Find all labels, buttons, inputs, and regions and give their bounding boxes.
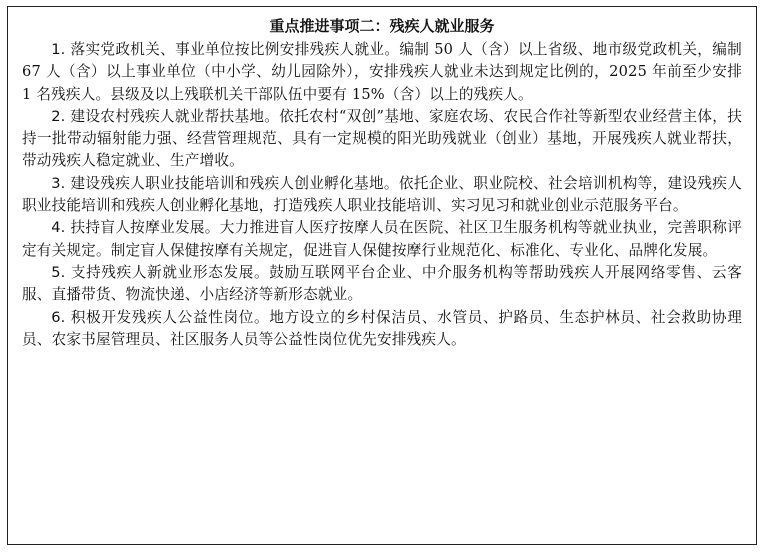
paragraph-2: [22, 106, 742, 173]
paragraph-3: [22, 173, 742, 218]
paragraph-3-lead: 3. 建设残疾人职业技能培训和残疾人创业孵化基地。: [51, 174, 399, 192]
paragraph-6: [22, 307, 742, 352]
paragraph-2-body: 依托农村“双创”基地、家庭农场、农民合作社等新型农业经营主体，扶持一批带动辐射能力强、经营管理规范、具有一定规模的阳光助残就业（创业）基地，开展残疾人就业帮扶，带动残疾人稳定就业、生产增收。: [22, 107, 743, 170]
paragraph-1-body: 编制 50 人（含）以上省级、地市级党政机关，编制 67 人（含）以上事业单位（中小学、幼儿园除外），安排残疾人就业未达到规定比例的，2025 年前至少安排 1 名残疾人。县级及以上残联机关干部队伍中要有 15%（含）以上的残疾人。: [22, 41, 742, 103]
paragraph-6-body: 地方设立的乡村保洁员、水管员、护路员、生态护林员、社会救助协理员、农家书屋管理员、社区服务人员等公益性岗位优先安排残疾人。: [22, 308, 743, 348]
paragraph-3-body: 依托企业、职业院校、社会培训机构等，建设残疾人职业技能培训和残疾人创业孵化基地，打造残疾人职业技能培训、实习见习和就业创业示范服务平台。: [22, 174, 742, 215]
paragraph-4: [22, 217, 742, 262]
paragraph-5: [22, 262, 742, 307]
paragraph-5-body: 鼓励互联网平台企业、中介服务机构等帮助残疾人开展网络零售、云客服、直播带货、物流快递、小店经济等新形态就业。: [22, 263, 743, 304]
paragraph-4-lead: 4. 扶持盲人按摩业发展。: [51, 219, 220, 237]
policy-text-box: [7, 6, 757, 545]
box-title: 重点推进事项二：残疾人就业服务: [269, 17, 495, 35]
paragraph-1-lead: 1. 落实党政机关、事业单位按比例安排残疾人就业。: [51, 41, 400, 58]
paragraph-1: [22, 39, 742, 106]
paragraph-5-lead: 5. 支持残疾人新就业形态发展。: [51, 263, 270, 281]
paragraph-6-lead: 6. 积极开发残疾人公益性岗位。: [51, 308, 270, 326]
paragraph-4-body: 大力推进盲人医疗按摩人员在医院、社区卫生服务机构等就业执业，完善职称评定有关规定。制定盲人保健按摩有关规定，促进盲人保健按摩行业规范化、标准化、专业化、品牌化发展。: [22, 219, 742, 259]
paragraph-2-lead: 2. 建设农村残疾人就业帮扶基地。: [51, 107, 280, 125]
